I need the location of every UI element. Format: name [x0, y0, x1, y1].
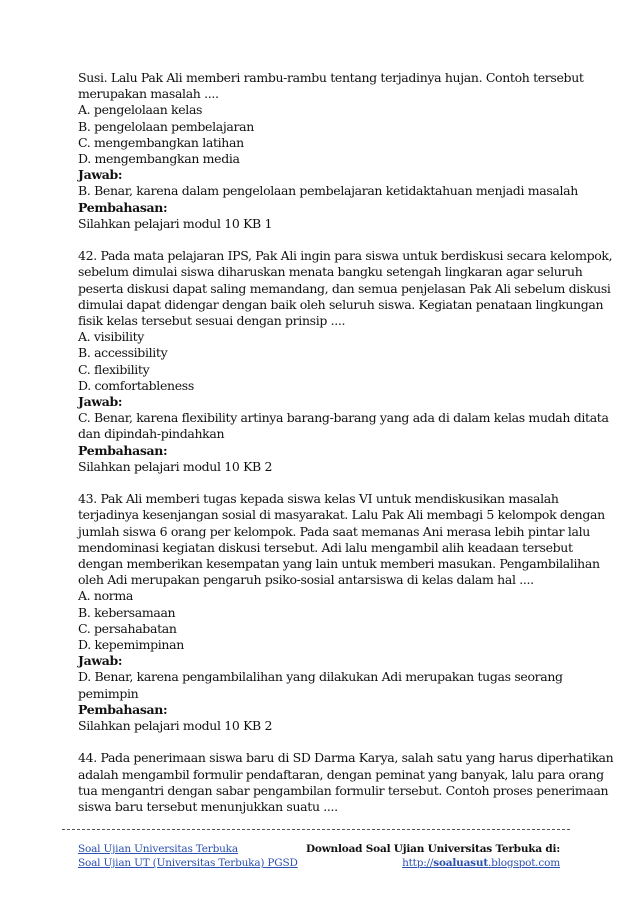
question-line: sebelum dimulai siswa diharuskan menata bangku setengah lingkaran agar seluruh	[78, 264, 583, 280]
discussion-text: Silahkan pelajari modul 10 KB 2	[78, 718, 273, 734]
question-line: fisik kelas tersebut sesuai dengan prinsip ....	[78, 313, 346, 329]
question-line: terjadinya kesenjangan sosial di masyarakat. Lalu Pak Ali membagi 5 kelompok dengan	[78, 507, 605, 523]
spacer	[78, 232, 564, 248]
option-a: A. visibility	[78, 329, 144, 345]
option-d: D. mengembangkan media	[78, 151, 240, 167]
previous-question-stem	[78, 70, 584, 102]
answer-heading: Jawab:	[78, 394, 123, 410]
footer-right	[306, 842, 560, 870]
question-line: dengan memberikan kesempatan yang lain untuk memberi masukan. Pengambilalihan	[78, 556, 600, 572]
footer-site-link-suffix: .blogspot.com	[487, 857, 560, 869]
discussion-text: Silahkan pelajari modul 10 KB 2	[78, 458, 273, 474]
discussion-heading: Pembahasan:	[78, 199, 168, 215]
question-44	[78, 750, 614, 815]
spacer	[78, 734, 564, 750]
option-a: A. pengelolaan kelas	[78, 102, 203, 118]
question-line: jumlah siswa 6 orang per kelompok. Pada saat memanas Ani merasa lebih pintar lalu	[78, 523, 590, 539]
question-42	[78, 248, 613, 475]
discussion-heading: Pembahasan:	[78, 701, 168, 717]
option-b: B. accessibility	[78, 345, 168, 361]
question-line: mendominasi kegiatan diskusi tersebut. Adi lalu mengambil alih keadaan tersebut	[78, 539, 573, 555]
footer-site-link-bold: soaluasut	[433, 857, 488, 869]
text-line: Susi. Lalu Pak Ali memberi rambu-rambu tentang terjadinya hujan. Contoh tersebut	[78, 70, 584, 85]
question-line: oleh Adi merupakan pengaruh psiko-sosial antarsiswa di kelas dalam hal ....	[78, 572, 534, 588]
question-line: dimulai dapat didengar dengan baik oleh seluruh siswa. Kegiatan penataan lingkungan	[78, 296, 604, 312]
answer-text: C. Benar, karena flexibility artinya barang-barang yang ada di dalam kelas mudah ditata	[78, 410, 609, 426]
discussion-text: Silahkan pelajari modul 10 KB 1	[78, 215, 273, 231]
answer-heading: Jawab:	[78, 653, 123, 669]
question-line: 44. Pada penerimaan siswa baru di SD Darma Karya, salah satu yang harus diperhatikan	[78, 750, 614, 766]
question-line: adalah mengambil formulir pendaftaran, dengan peminat yang banyak, lalu para orang	[78, 766, 604, 782]
answer-text: B. Benar, karena dalam pengelolaan pembelajaran ketidaktahuan menjadi masalah	[78, 183, 578, 199]
option-c: C. flexibility	[78, 361, 150, 377]
option-c: C. persahabatan	[78, 620, 177, 636]
footer-left	[78, 842, 298, 870]
question-line: tua mengantri dengan sabar pengambilan formulir tersebut. Contoh proses penerimaan	[78, 782, 609, 798]
option-b: B. pengelolaan pembelajaran	[78, 118, 254, 134]
answer-text: dan dipindah-pindahkan	[78, 426, 225, 442]
answer-heading: Jawab:	[78, 167, 123, 183]
footer-download-text: Download Soal Ujian Universitas Terbuka di:	[306, 843, 560, 855]
previous-question-options	[78, 102, 564, 167]
option-a: A. norma	[78, 588, 134, 604]
question-line: siswa baru tersebut menunjukkan suatu ....	[78, 799, 338, 815]
option-b: B. kebersamaan	[78, 604, 176, 620]
question-43	[78, 491, 605, 734]
footer-site-link-prefix: http://	[402, 857, 434, 869]
discussion-heading: Pembahasan:	[78, 442, 168, 458]
question-line: peserta diskusi dapat saling memandang, dan semua penjelasan Pak Ali sebelum diskusi	[78, 280, 611, 296]
option-d: D. kepemimpinan	[78, 637, 184, 653]
spacer	[78, 475, 564, 491]
option-d: D. comfortableness	[78, 377, 194, 393]
option-c: C. mengembangkan latihan	[78, 134, 244, 150]
question-line: 42. Pada mata pelajaran IPS, Pak Ali ingin para siswa untuk berdiskusi secara kelompok,	[78, 248, 613, 264]
footer-divider	[62, 829, 570, 830]
footer-site-link[interactable]	[306, 856, 560, 870]
footer-link-ut-exams[interactable]: Soal Ujian Universitas Terbuka	[78, 843, 238, 855]
answer-text: D. Benar, karena pengambilalihan yang dilakukan Adi merupakan tugas seorang	[78, 669, 563, 685]
question-line: 43. Pak Ali memberi tugas kepada siswa kelas VI untuk mendiskusikan masalah	[78, 491, 559, 507]
footer-link-ut-pgsd[interactable]: Soal Ujian UT (Universitas Terbuka) PGSD	[78, 857, 298, 869]
text-line: merupakan masalah ....	[78, 86, 219, 102]
document-body	[78, 70, 614, 815]
answer-text: pemimpin	[78, 685, 139, 701]
